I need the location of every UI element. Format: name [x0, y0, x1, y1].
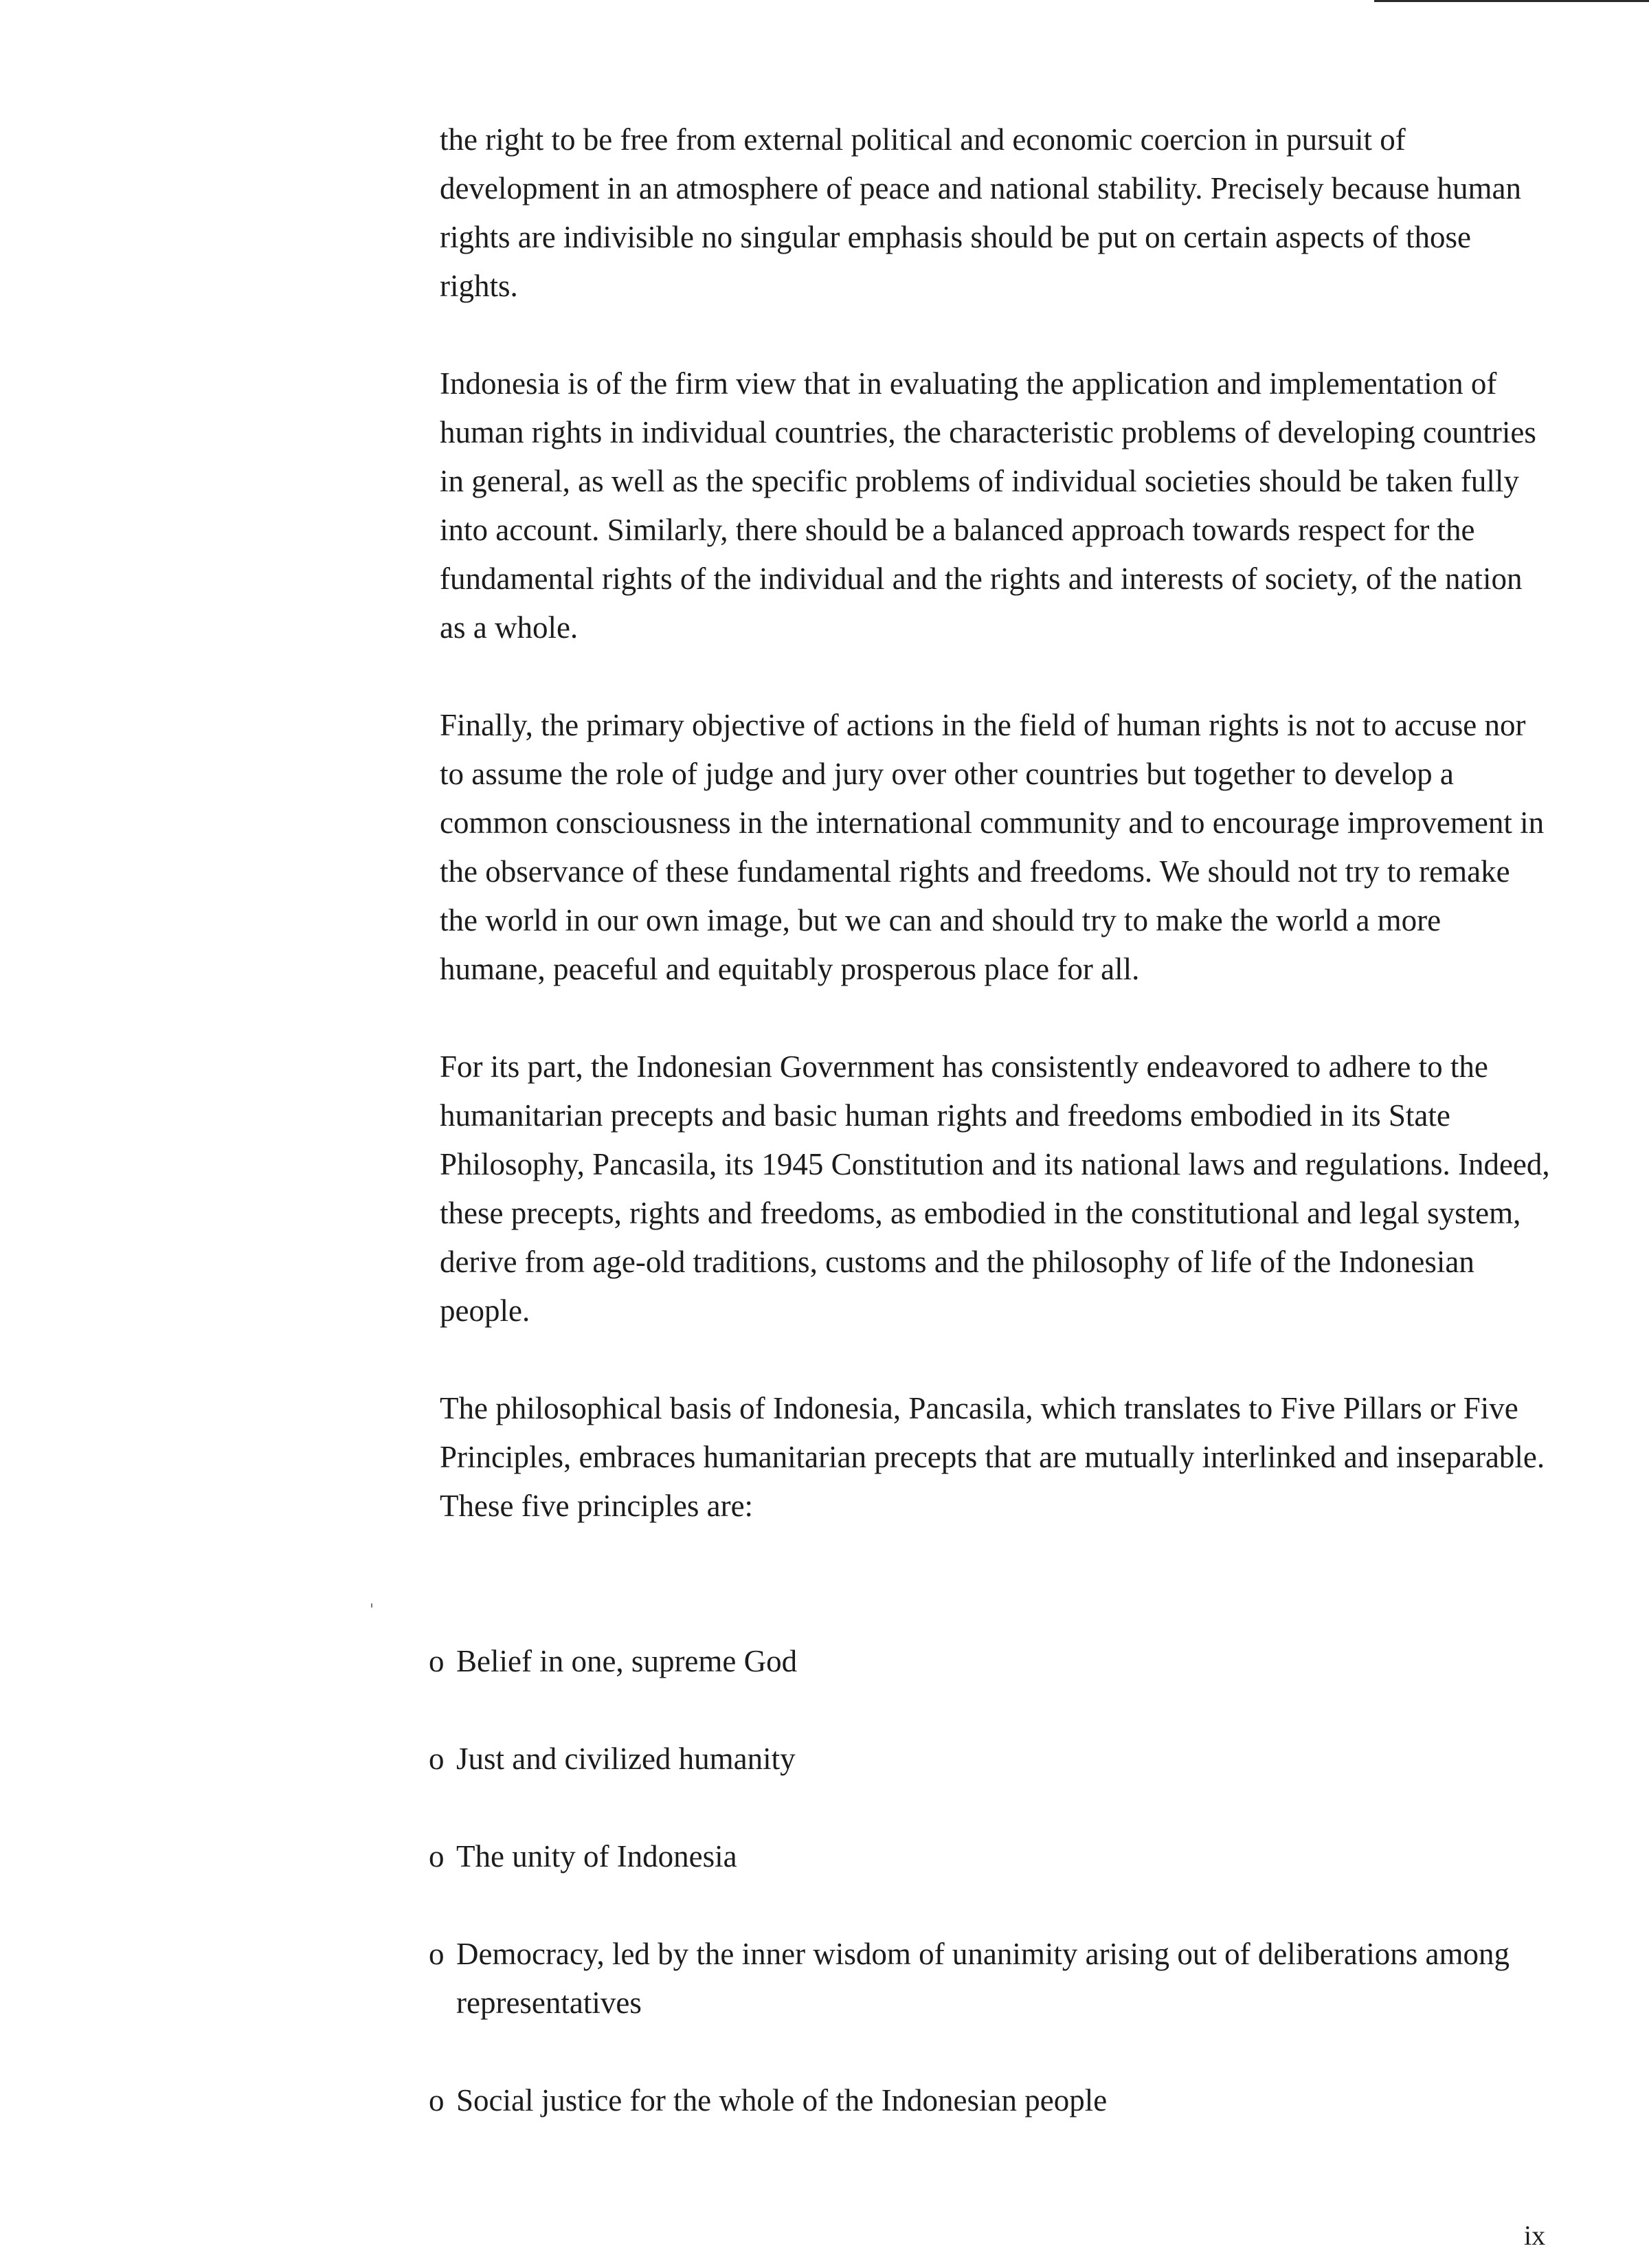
- principle-text: Just and civilized humanity: [456, 1742, 796, 1776]
- list-item: [429, 1832, 1542, 1881]
- list-item: [429, 1930, 1542, 2027]
- paragraph-evaluation: Indonesia is of the firm view that in evaluating the application and implementation of human rights in individual countries, the characteristic problems of developing countries in general, as well as the specific problems of individual societies should be taken fully into account. Similarly, there should be a balanced approach towards respect for the fundamental rights of the individual and the rights and interests of society, of the nation as a whole.: [440, 366, 1536, 645]
- principle-text: The unity of Indonesia: [456, 1839, 737, 1874]
- top-edge-rule: [1374, 0, 1649, 2]
- body-text: [440, 115, 1553, 1579]
- paragraph-objective: Finally, the primary objective of actions in the field of human rights is not to accuse nor to assume the role of judge and jury over other countries but together to develop a common consciousness in the international community and to encourage improvement in the observance of these fundamental rights and freedoms. We should not try to remake the world in our own image, but we can and should try to make the world a more humane, peaceful and equitably prosperous place for all.: [440, 708, 1545, 986]
- scan-mark: [371, 1603, 372, 1608]
- paragraph-government: For its part, the Indonesian Government has consistently endeavored to adhere to the humanitarian precepts and basic human rights and freedoms embodied in its State Philosophy, Pancasila, its 1945 Constitution and its national laws and regulations. Indeed, these precepts, rights and freedoms, as embodied in the constitutional and legal system, derive from age-old traditions, customs and the philosophy of life of the Indonesian people.: [440, 1049, 1550, 1328]
- list-item: [429, 1637, 1542, 1686]
- page-number: ix: [1524, 2220, 1546, 2251]
- bullet-marker: o: [429, 1839, 445, 1874]
- principles-list: [429, 1637, 1542, 2174]
- paragraph-pancasila: The philosophical basis of Indonesia, Pancasila, which translates to Five Pillars or Five Principles, embraces humanitarian precepts that are mutually interlinked and inseparable. These five principles are:: [440, 1391, 1545, 1523]
- principle-text: Belief in one, supreme God: [456, 1644, 798, 1678]
- bullet-marker: o: [429, 1937, 445, 1971]
- bullet-marker: o: [429, 2083, 445, 2117]
- list-item: [429, 2076, 1542, 2125]
- principle-text: Democracy, led by the inner wisdom of unanimity arising out of deliberations among representatives: [456, 1937, 1510, 2020]
- list-item: [429, 1735, 1542, 1783]
- principle-text: Social justice for the whole of the Indonesian people: [456, 2083, 1108, 2117]
- bullet-marker: o: [429, 1644, 445, 1678]
- paragraph-coercion: the right to be free from external political and economic coercion in pursuit of development in an atmosphere of peace and national stability. Precisely because human rights are indivisible no singular emphasis should be put on certain aspects of those rights.: [440, 122, 1522, 303]
- bullet-marker: o: [429, 1742, 445, 1776]
